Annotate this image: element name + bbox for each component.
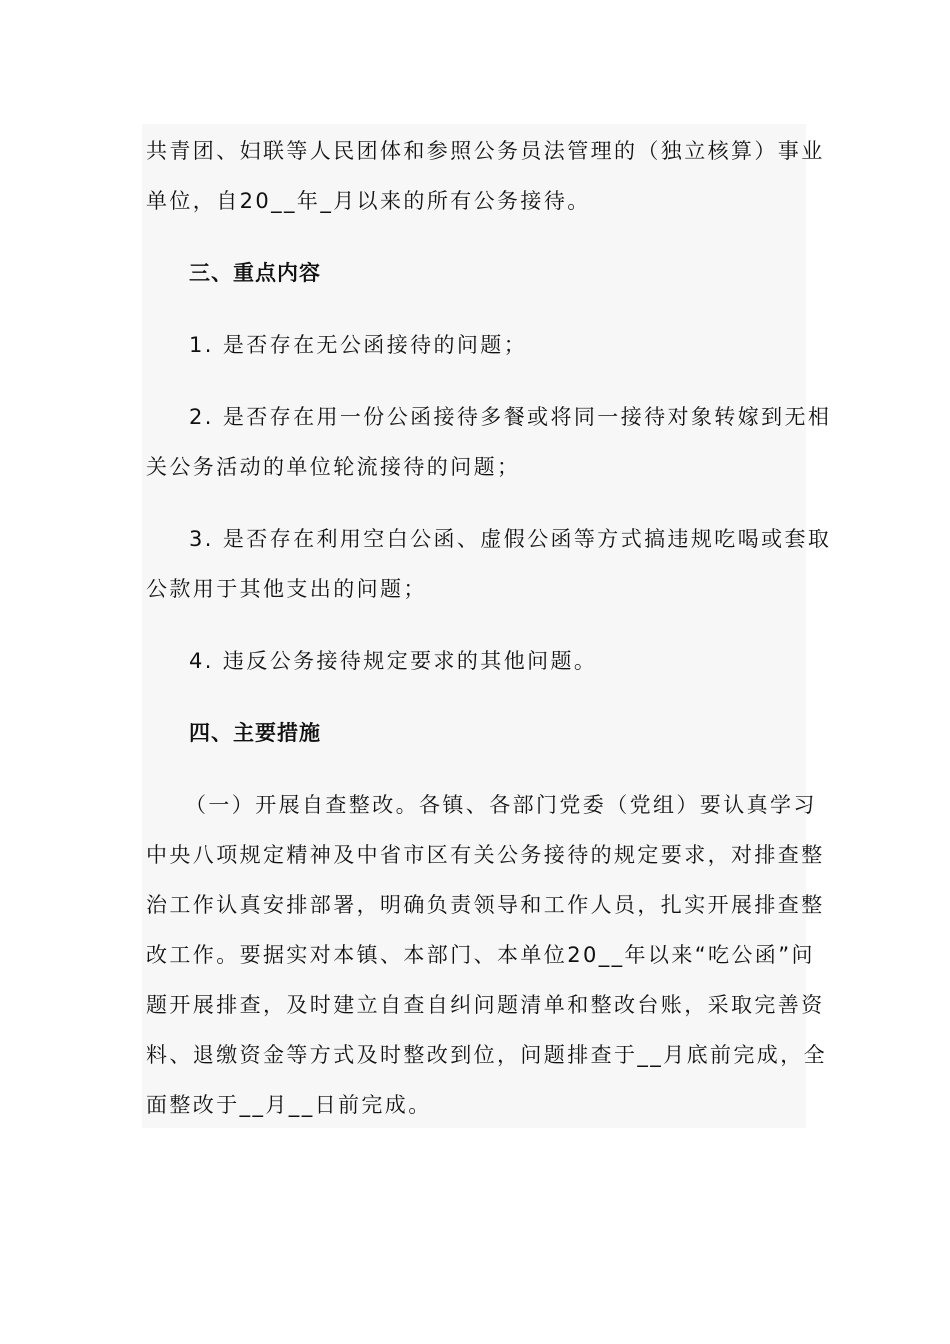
measure-paragraph-line-4: 改工作。要据实对本镇、本部门、本单位20__年以来“吃公函”问: [146, 943, 815, 967]
list-item-3: 3. 是否存在利用空白公函、虚假公函等方式搞违规吃喝或套取: [189, 527, 832, 551]
body-line-1: 共青团、妇联等人民团体和参照公务员法管理的（独立核算）事业: [146, 139, 825, 163]
list-item-2-continued: 关公务活动的单位轮流接待的问题；: [146, 455, 521, 479]
measure-paragraph-line-6: 料、退缴资金等方式及时整改到位，问题排查于__月底前完成，全: [146, 1043, 827, 1067]
measure-paragraph-line-5: 题开展排查，及时建立自查自纠问题清单和整改台账，采取完善资: [146, 993, 825, 1017]
list-item-3-continued: 公款用于其他支出的问题；: [146, 577, 427, 601]
list-item-2: 2. 是否存在用一份公函接待多餐或将同一接待对象转嫁到无相: [189, 405, 832, 429]
list-item-1: 1. 是否存在无公函接待的问题；: [189, 333, 528, 357]
section-heading-key-content: 三、重点内容: [189, 261, 321, 285]
list-item-4: 4. 违反公务接待规定要求的其他问题。: [189, 649, 598, 673]
body-line-2: 单位，自20__年_月以来的所有公务接待。: [146, 189, 591, 213]
measure-paragraph-line-7: 面整改于__月__日前完成。: [146, 1093, 432, 1117]
measure-paragraph-line-2: 中央八项规定精神及中省市区有关公务接待的规定要求，对排查整: [146, 843, 825, 867]
measure-paragraph-line-3: 治工作认真安排部署，明确负责领导和工作人员，扎实开展排查整: [146, 893, 825, 917]
section-heading-main-measures: 四、主要措施: [189, 721, 321, 745]
measure-paragraph-line-1: （一）开展自查整改。各镇、各部门党委（党组）要认真学习: [185, 793, 817, 817]
